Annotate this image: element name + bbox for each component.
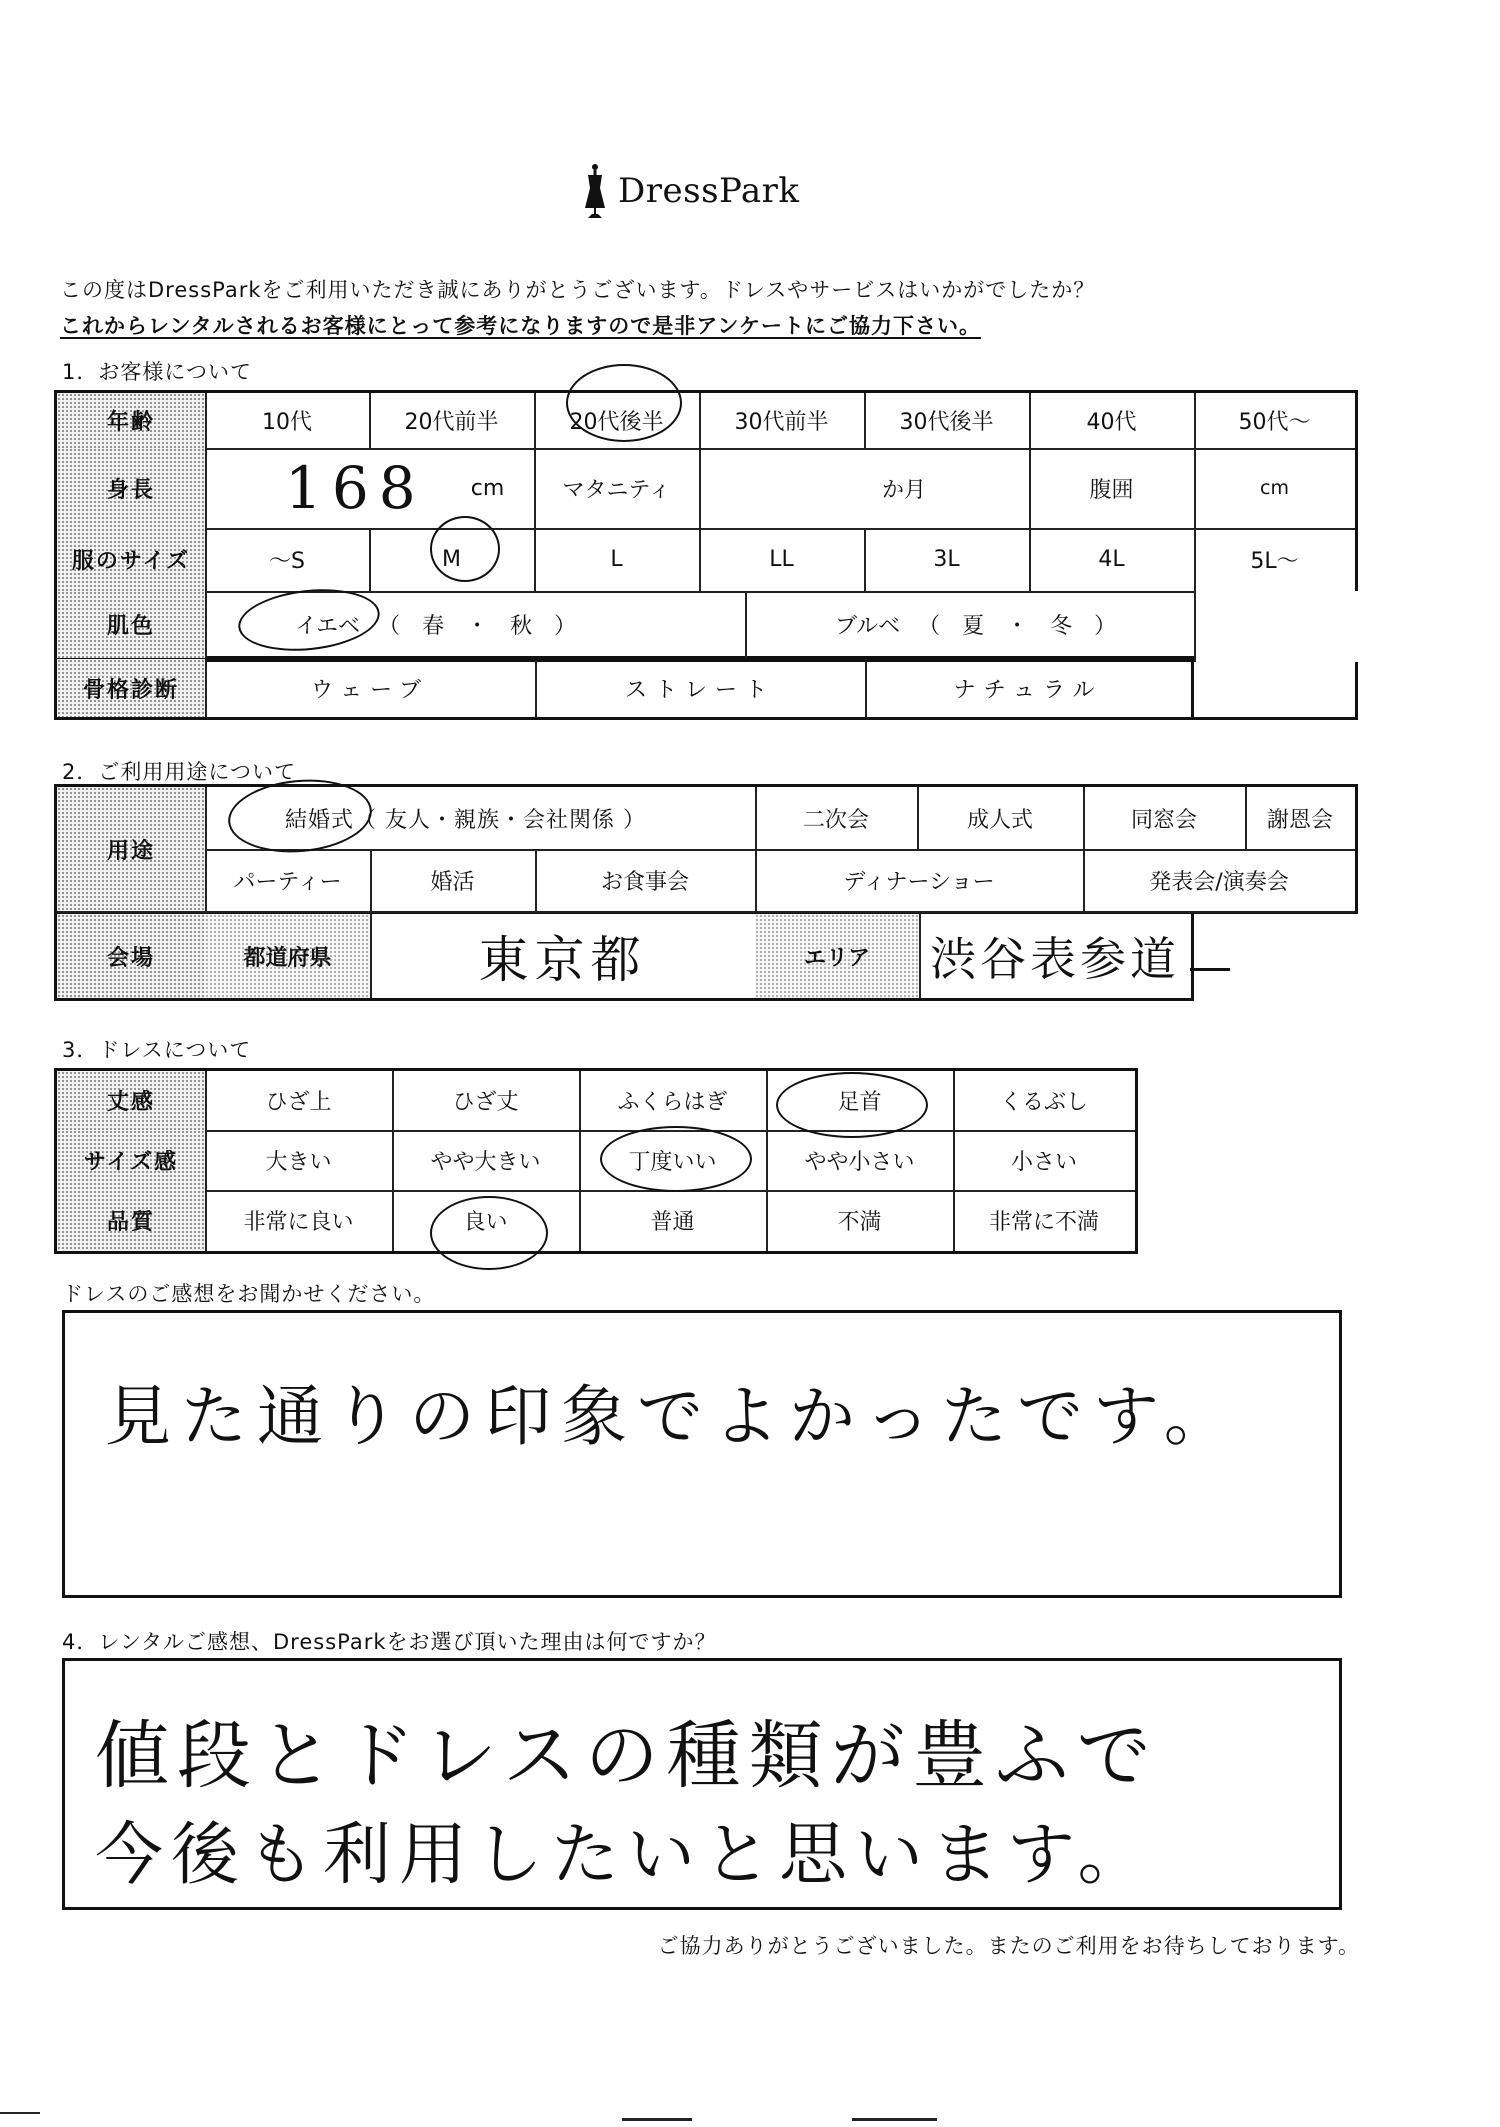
purpose-label: 用途 xyxy=(57,787,207,913)
dress-option[interactable]: 非常に良い xyxy=(205,1190,394,1251)
dress-option[interactable]: くるぶし xyxy=(953,1071,1135,1132)
purpose-wedding-label: 結婚式（ 友人・親族・会社関係 ） xyxy=(285,807,646,833)
purpose-option[interactable]: パーティー xyxy=(205,849,372,913)
frame-option[interactable]: ストレート xyxy=(535,659,867,717)
dress-option[interactable]: 普通 xyxy=(579,1190,768,1251)
usage-table xyxy=(54,784,1358,1004)
dress-option[interactable]: ひざ丈 xyxy=(392,1071,581,1132)
prefecture-field[interactable] xyxy=(370,914,757,998)
size-label: 服のサイズ xyxy=(57,528,207,593)
scan-mark xyxy=(0,2112,40,2114)
age-option[interactable]: 20代前半 xyxy=(369,393,536,450)
age-option[interactable]: 40代 xyxy=(1029,393,1196,450)
dress-option[interactable]: 非常に不満 xyxy=(988,1210,1099,1235)
reason-textarea[interactable] xyxy=(62,1658,1342,1910)
age-option[interactable]: 30代後半 xyxy=(864,393,1031,450)
brand-header xyxy=(582,162,800,220)
dress-option[interactable]: 小さい xyxy=(953,1130,1135,1192)
belly-unit: cm xyxy=(1260,477,1289,499)
belly-label: 腹囲 xyxy=(1029,448,1196,530)
dress-row-label: サイズ感 xyxy=(57,1130,207,1192)
customer-info-cells xyxy=(54,390,1358,720)
purpose-option[interactable]: 二次会 xyxy=(755,787,919,851)
height-label: 身長 xyxy=(57,448,207,530)
frame-option[interactable]: ウェーブ xyxy=(205,659,537,717)
section-1-title: 1．お客様について xyxy=(62,360,252,384)
age-option[interactable]: 30代前半 xyxy=(699,393,866,450)
reason-line-1: 値段とドレスの種類が豊ふで xyxy=(95,1713,1159,1799)
closing-message: ご協力ありがとうございました。またのご利用をお待ちしております。 xyxy=(657,1934,1360,1958)
purpose-option[interactable]: 発表会/演奏会 xyxy=(1083,849,1355,913)
purpose-option[interactable]: 成人式 xyxy=(917,787,1085,851)
dress-option[interactable]: 大きい xyxy=(205,1130,394,1192)
dress-row-label: 丈感 xyxy=(57,1071,207,1132)
purpose-option[interactable]: ディナーショー xyxy=(755,849,1085,913)
height-field[interactable] xyxy=(205,448,536,530)
skin-yellow-seasons: （ 春 ・ 秋 ） xyxy=(378,614,577,639)
dress-row-label: 品質 xyxy=(57,1190,207,1251)
section-4-title: 4．レンタルご感想、DressParkをお選び頂いた理由は何ですか？ xyxy=(62,1630,717,1654)
frame-label: 骨格診断 xyxy=(57,659,207,717)
dress-option[interactable]: ふくらはぎ xyxy=(579,1071,768,1132)
area-pen-stroke xyxy=(1190,968,1230,971)
maternity-month-unit: か月 xyxy=(881,477,926,503)
purpose-option[interactable]: 婚活 xyxy=(370,849,537,913)
prefecture-value: 東京都 xyxy=(478,931,647,989)
size-option[interactable]: 4L xyxy=(1029,528,1196,593)
brand-name: DressPark xyxy=(618,171,800,211)
impression-prompt: ドレスのご感想をお聞かせください。 xyxy=(62,1282,436,1306)
dress-option[interactable]: 丁度いい xyxy=(579,1130,768,1192)
impression-text: 見た通りの印象でよかったです。 xyxy=(105,1378,1240,1455)
venue-label: 会場 xyxy=(57,914,207,998)
size-option[interactable]: LL xyxy=(699,528,866,593)
dress-option[interactable]: ひざ上 xyxy=(205,1071,394,1132)
frame-option[interactable]: ナチュラル xyxy=(953,677,1103,703)
dress-option[interactable]: 良い xyxy=(392,1190,581,1251)
area-label: エリア xyxy=(755,914,921,998)
scan-mark xyxy=(622,2118,692,2121)
section-3-title: 3．ドレスについて xyxy=(62,1038,252,1062)
dress-option[interactable]: やや小さい xyxy=(766,1130,955,1192)
impression-textarea[interactable] xyxy=(62,1310,1342,1598)
skin-yellow-label: イエベ xyxy=(295,614,361,639)
age-option[interactable]: 50代～ xyxy=(1194,393,1355,450)
scan-mark xyxy=(852,2118,937,2121)
size-option[interactable]: L xyxy=(534,528,701,593)
section-2-title: 2．ご利用用途について xyxy=(62,760,296,784)
dress-mannequin-icon xyxy=(582,162,608,220)
size-option[interactable]: 3L xyxy=(864,528,1031,593)
skin-label: 肌色 xyxy=(57,591,207,658)
skin-yellow-option[interactable] xyxy=(205,591,747,658)
skin-empty-cell xyxy=(1194,591,1360,662)
skin-blue-seasons: （ 夏 ・ 冬 ） xyxy=(918,614,1117,639)
age-label: 年齢 xyxy=(57,393,207,450)
maternity-label: マタニティ xyxy=(534,448,701,530)
purpose-option[interactable]: お食事会 xyxy=(535,849,757,913)
age-option[interactable]: 20代後半 xyxy=(534,393,701,450)
height-unit: cm xyxy=(470,475,505,501)
dress-table xyxy=(54,1068,1138,1254)
skin-blue-label: ブルベ xyxy=(835,614,901,639)
maternity-month-field[interactable] xyxy=(699,448,1031,530)
purpose-option[interactable]: 同窓会 xyxy=(1083,787,1247,851)
purpose-wedding-option[interactable] xyxy=(205,787,757,851)
area-value: 渋谷表参道 xyxy=(930,932,1180,986)
dress-option[interactable]: 足首 xyxy=(766,1071,955,1132)
area-field[interactable] xyxy=(919,914,1191,998)
intro-request: これからレンタルされるお客様にとって参考になりますので是非アンケートにご協力下さい。 xyxy=(60,314,981,338)
size-option[interactable]: M xyxy=(369,528,536,593)
purpose-option[interactable]: 謝恩会 xyxy=(1245,787,1355,851)
size-option[interactable]: ～S xyxy=(205,528,371,593)
dress-option[interactable]: 不満 xyxy=(766,1190,955,1251)
belly-field[interactable] xyxy=(1194,448,1355,530)
height-value: 168 xyxy=(285,454,426,522)
dress-option[interactable]: やや大きい xyxy=(392,1130,581,1192)
reason-line-2: 今後も利用したいと思います。 xyxy=(95,1816,1154,1895)
intro-thanks: この度はDressParkをご利用いただき誠にありがとうございます。ドレスやサービスはいかがでしたか？ xyxy=(60,278,1096,302)
age-option[interactable]: 10代 xyxy=(205,393,371,450)
prefecture-label: 都道府県 xyxy=(205,914,372,998)
size-option[interactable]: 5L～ xyxy=(1194,528,1355,593)
